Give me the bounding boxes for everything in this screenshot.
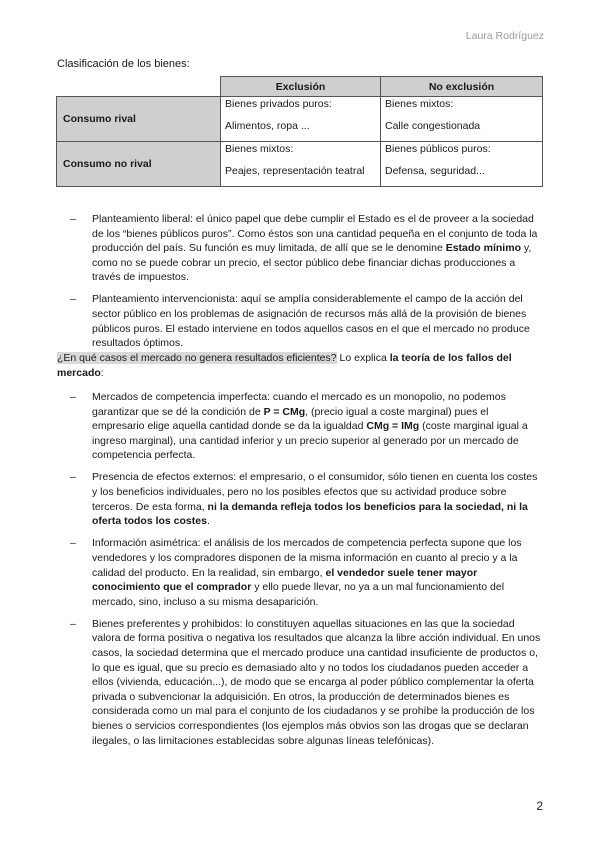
dash-bullet: – bbox=[70, 391, 76, 403]
list-item: – Presencia de efectos externos: el empresario, o el consumidor, sólo tienen en cuenta los costes y los beneficios individuales, pero no los posibles efectos que su actividad produce sobre terceros. De esta forma, ni la demanda refleja todos los beneficios para la sociedad, ni la oferta todos los costes. bbox=[70, 471, 538, 528]
cell-type: Bienes mixtos: bbox=[385, 98, 454, 110]
dash-bullet: – bbox=[70, 537, 76, 550]
table-row bbox=[57, 142, 543, 187]
list-item: – Planteamiento intervencionista: aquí se amplía considerablemente el campo de la acción del sector público en los problemas de asignación de recursos más allá de la provisión de bienes públicos puros. El estado interviene en todos aquellos casos en el que el mercado no produce resultados óptimos. bbox=[70, 293, 530, 350]
list-item: – Bienes preferentes y prohibidos: lo constituyen aquellas situaciones en las que la sociedad valora de forma positiva o negativa los resultados que alcanza la libre acción individual. En unos casos, la sociedad determina que el mercado produce una cantidad insuficiente de productos o, lo que es igual, que su precio es demasiado alto y no todos los ciudadanos pueden acceder a ellos (vivienda, educación...), de modo que se encarga al poder público complementar la oferta privada o subvencionar la adquisición. En otros, la producción de determinados bienes es considerada como un mal para el conjunto de los ciudadanos y se prohíbe la producción de los bienes o servicios correspondientes (los ejemplos más obvios son las drogas que se declaran ilegales, o las limitaciones establecidas sobre algunas líneas telefónicas). bbox=[70, 617, 541, 747]
dash-bullet: – bbox=[70, 293, 76, 306]
col-header-exclusion: Exclusión bbox=[221, 77, 381, 97]
section-title: Clasificación de los bienes: bbox=[57, 58, 190, 70]
table-header-row bbox=[57, 77, 543, 97]
market-failures-list bbox=[70, 390, 542, 756]
author-name: Laura Rodríguez bbox=[465, 30, 544, 42]
page-number: 2 bbox=[536, 799, 543, 813]
cell-type: Bienes mixtos: bbox=[225, 143, 294, 155]
table-cell bbox=[221, 97, 381, 142]
cell-type: Bienes públicos puros: bbox=[385, 143, 491, 155]
row-header-consumo-no-rival: Consumo no rival bbox=[57, 142, 221, 187]
dash-bullet: – bbox=[70, 471, 76, 484]
list-item: – Planteamiento liberal: el único papel que debe cumplir el Estado es el de proveer a la sociedad de los “bienes públicos puros”. Como éstos son una cantidad pequeña en el conjunto de toda la producción del país. Su función es muy limitada, de allí que se le denomine Estado mínimo y, como no se puede cobrar un precio, el sector público debe financiar dichas producciones a través de impuestos. bbox=[70, 213, 538, 284]
dash-bullet: – bbox=[70, 617, 76, 630]
cell-example: Calle congestionada bbox=[385, 120, 481, 132]
table-cell bbox=[221, 142, 381, 187]
goods-classification-table bbox=[56, 76, 543, 187]
table-row bbox=[57, 97, 543, 142]
cell-example: Alimentos, ropa ... bbox=[225, 120, 310, 132]
market-failure-question: ¿En qué casos el mercado no genera resultados eficientes? Lo explica la teoría de los fallos del mercado: bbox=[57, 352, 512, 379]
table-corner-cell bbox=[57, 77, 221, 97]
cell-example: Peajes, representación teatral bbox=[225, 165, 365, 177]
table-cell bbox=[381, 142, 543, 187]
cell-example: Defensa, seguridad... bbox=[385, 165, 485, 177]
highlighted-question: ¿En qué casos el mercado no genera resultados eficientes? bbox=[57, 352, 337, 364]
col-header-no-exclusion: No exclusión bbox=[381, 77, 543, 97]
dash-bullet: – bbox=[70, 213, 76, 225]
row-header-consumo-rival: Consumo rival bbox=[57, 97, 221, 142]
cell-type: Bienes privados puros: bbox=[225, 98, 332, 110]
table-cell bbox=[381, 97, 543, 142]
list-item: – Mercados de competencia imperfecta: cuando el mercado es un monopolio, no podemos garantizar que se dé la condición de P = CMg, (precio igual a coste marginal) pues el empresario elige aquella cantidad donde se da la igualdad CMg = IMg (coste marginal igual a ingreso marginal), una cantidad inferior y un precio superior al generado por un mercado de competencia perfecta. bbox=[70, 391, 528, 462]
approaches-list bbox=[70, 212, 542, 358]
list-item: – Información asimétrica: el análisis de los mercados de competencia perfecta supone que los vendedores y los compradores disponen de la misma información en cuanto al precio y a la calidad del producto. En la realidad, sin embargo, el vendedor suele tener mayor conocimiento que el comprador y ello puede llevar, no ya a un mal funcionamiento del mercado, sino, incluso a su misma desaparición. bbox=[70, 537, 522, 608]
